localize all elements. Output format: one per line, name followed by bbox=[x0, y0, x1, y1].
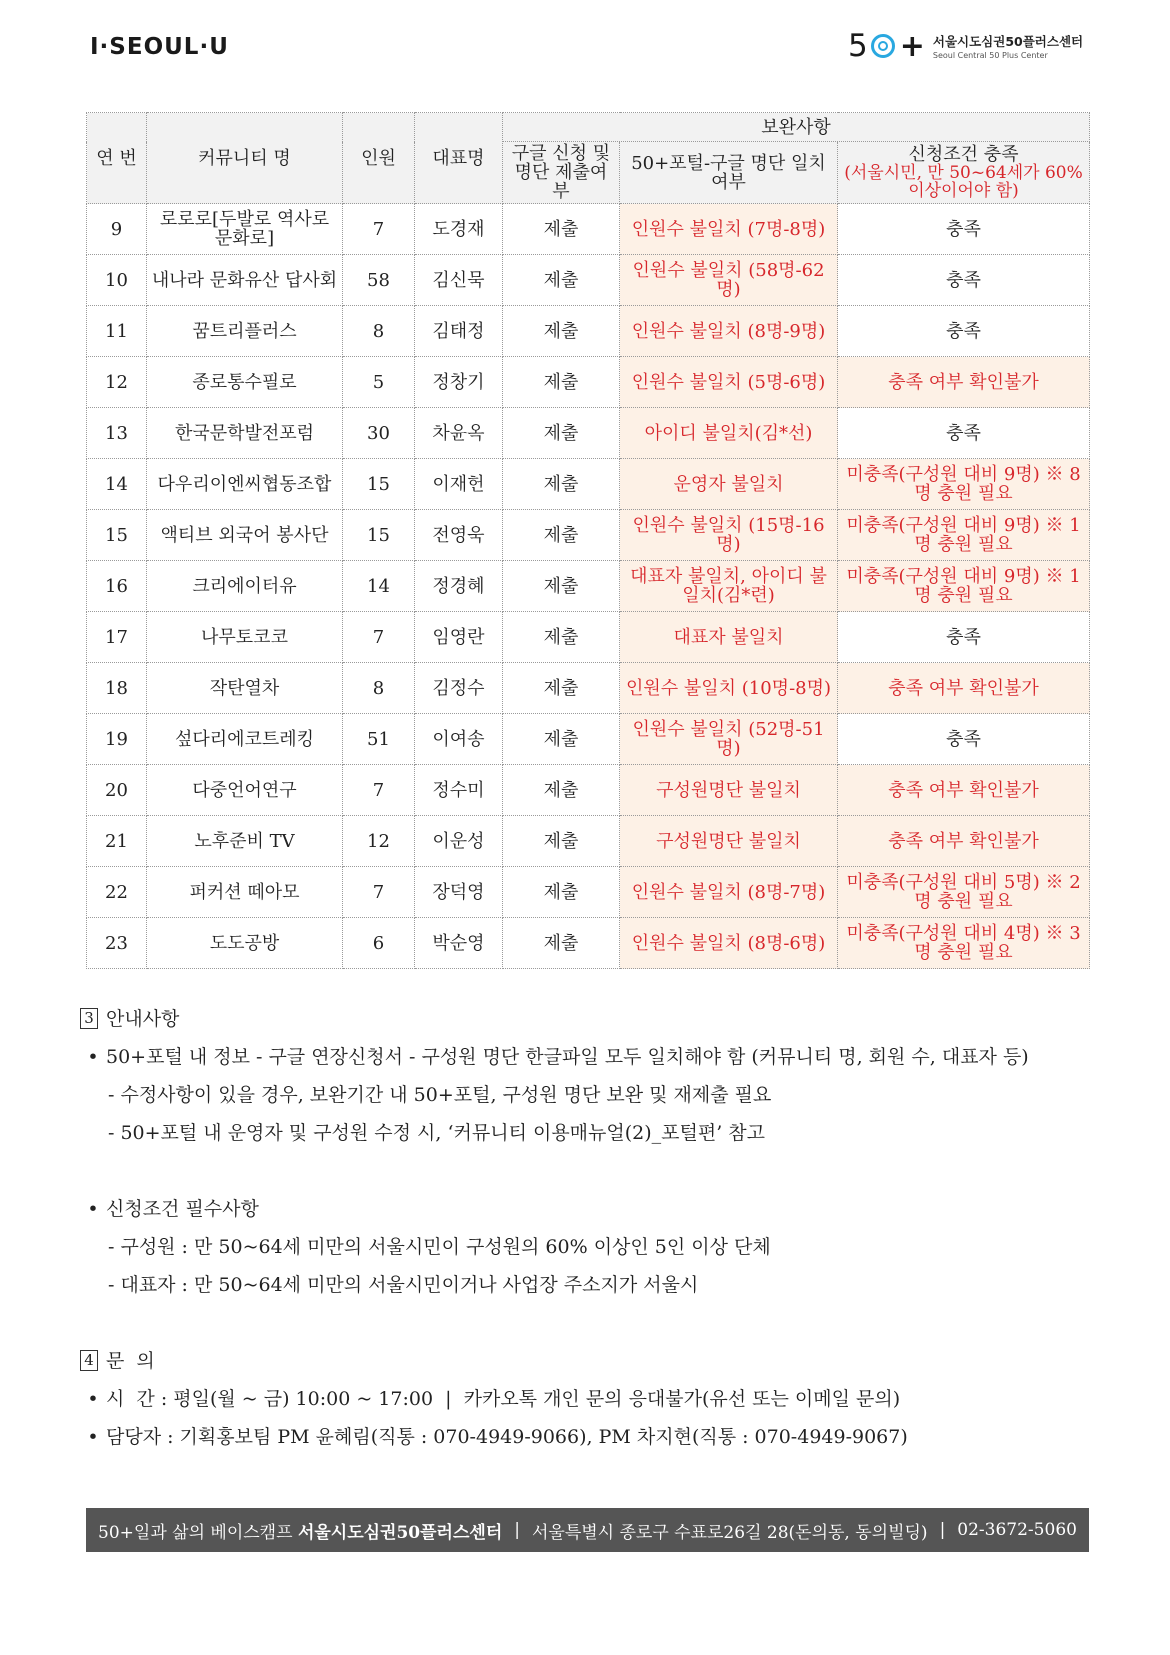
section4-title-text: 문 의 bbox=[106, 1350, 155, 1372]
cell-submit: 제출 bbox=[503, 816, 620, 867]
table-row bbox=[87, 612, 1090, 663]
cell-match: 인원수 불일치 (8명-9명) bbox=[620, 306, 838, 357]
table-row bbox=[87, 357, 1090, 408]
cell-no: 19 bbox=[87, 714, 147, 765]
header-supplement: 보완사항 bbox=[503, 113, 1090, 142]
table-row bbox=[87, 561, 1090, 612]
footer-address: 서울특별시 종로구 수표로26길 28(돈의동, 동의빌딩) bbox=[531, 1522, 928, 1543]
footer-separator: | bbox=[514, 1520, 520, 1540]
footer-phone: 02-3672-5060 bbox=[957, 1520, 1077, 1540]
cell-no: 11 bbox=[87, 306, 147, 357]
cell-condition: 충족 bbox=[838, 408, 1090, 459]
center-name: 서울시도심권50플러스센터 bbox=[932, 34, 1084, 49]
table-row bbox=[87, 816, 1090, 867]
cell-condition: 미충족(구성원 대비 5명) ※ 2명 충원 필요 bbox=[838, 867, 1090, 918]
cell-condition: 충족 bbox=[838, 204, 1090, 255]
cell-community: 노후준비 TV bbox=[147, 816, 343, 867]
cell-community: 한국문학발전포럼 bbox=[147, 408, 343, 459]
cell-community: 로로로[두발로 역사로 문화로] bbox=[147, 204, 343, 255]
cell-no: 16 bbox=[87, 561, 147, 612]
cell-rep: 이운성 bbox=[415, 816, 503, 867]
cell-rep: 차윤옥 bbox=[415, 408, 503, 459]
cell-rep: 김신묵 bbox=[415, 255, 503, 306]
cell-community: 크리에이터유 bbox=[147, 561, 343, 612]
cell-community: 작탄열차 bbox=[147, 663, 343, 714]
cell-members: 12 bbox=[343, 816, 415, 867]
cell-condition: 충족 bbox=[838, 714, 1090, 765]
cell-members: 15 bbox=[343, 459, 415, 510]
bullet-icon: • bbox=[87, 1198, 99, 1220]
cell-members: 7 bbox=[343, 204, 415, 255]
cell-submit: 제출 bbox=[503, 306, 620, 357]
contact-person bbox=[80, 1418, 1090, 1456]
cell-community: 섶다리에코트레킹 bbox=[147, 714, 343, 765]
table-row bbox=[87, 714, 1090, 765]
note-sub-1: - 수정사항이 있을 경우, 보완기간 내 50+포털, 구성원 명단 보완 및 재제출 필요 bbox=[108, 1084, 772, 1106]
header-condition-title: 신청조건 충족 bbox=[908, 144, 1019, 165]
footer-bar bbox=[86, 1508, 1089, 1552]
cell-members: 7 bbox=[343, 765, 415, 816]
note-sub-4: - 대표자 : 만 50~64세 미만의 서울시민이거나 사업장 주소지가 서울시 bbox=[108, 1274, 699, 1296]
header-rep: 대표명 bbox=[415, 113, 503, 204]
cell-condition: 충족 bbox=[838, 255, 1090, 306]
table-row bbox=[87, 255, 1090, 306]
footer-center-name: 서울시도심권50플러스센터 bbox=[297, 1522, 503, 1543]
cell-condition: 충족 여부 확인불가 bbox=[838, 357, 1090, 408]
note-bullet-2 bbox=[80, 1190, 1090, 1228]
cell-submit: 제출 bbox=[503, 204, 620, 255]
cell-community: 꿈트리플러스 bbox=[147, 306, 343, 357]
note-text: 신청조건 필수사항 bbox=[106, 1198, 259, 1220]
table-row bbox=[87, 765, 1090, 816]
notes-section bbox=[80, 1000, 1090, 1456]
cell-condition: 충족 여부 확인불가 bbox=[838, 765, 1090, 816]
cell-no: 18 bbox=[87, 663, 147, 714]
contact-person-text: 담당자 : 기획홍보팀 PM 윤혜림(직통 : 070-4949-9066), PM 차지현(직통 : 070-4949-9067) bbox=[106, 1426, 908, 1448]
cell-condition: 미충족(구성원 대비 9명) ※ 1명 충원 필요 bbox=[838, 561, 1090, 612]
cell-condition: 미충족(구성원 대비 9명) ※ 8명 충원 필요 bbox=[838, 459, 1090, 510]
table-row bbox=[87, 510, 1090, 561]
cell-match: 아이디 불일치(김*선) bbox=[620, 408, 838, 459]
note-bullet-1 bbox=[80, 1038, 1090, 1076]
footer-slogan: 50+일과 삶의 베이스캠프 bbox=[98, 1522, 293, 1543]
cell-no: 10 bbox=[87, 255, 147, 306]
section4-number: 4 bbox=[80, 1350, 98, 1371]
table-row bbox=[87, 918, 1090, 969]
cell-match: 인원수 불일치 (7명-8명) bbox=[620, 204, 838, 255]
cell-no: 14 bbox=[87, 459, 147, 510]
cell-condition: 충족 bbox=[838, 306, 1090, 357]
cell-match: 대표자 불일치, 아이디 불일치(김*련) bbox=[620, 561, 838, 612]
cell-submit: 제출 bbox=[503, 510, 620, 561]
center-name-block bbox=[933, 32, 1083, 60]
cell-community: 나무토코코 bbox=[147, 612, 343, 663]
section3-title-text: 안내사항 bbox=[106, 1008, 180, 1030]
cell-members: 15 bbox=[343, 510, 415, 561]
header-community: 커뮤니티 명 bbox=[147, 113, 343, 204]
table-row bbox=[87, 204, 1090, 255]
section3-title bbox=[80, 1000, 1090, 1038]
contact-time-text: 시 간 : 평일(월 ~ 금) 10:00 ~ 17:00 | 카카오톡 개인 문의 응대불가(유선 또는 이메일 문의) bbox=[106, 1388, 901, 1410]
note-sub-3: - 구성원 : 만 50~64세 미만의 서울시민이 구성원의 60% 이상인 5인 이상 단체 bbox=[108, 1236, 771, 1258]
cell-community: 액티브 외국어 봉사단 bbox=[147, 510, 343, 561]
section4-title bbox=[80, 1342, 1090, 1380]
seoul-logo: I·SEOUL·U bbox=[90, 34, 229, 60]
cell-match: 인원수 불일치 (8명-6명) bbox=[620, 918, 838, 969]
header-members: 인원 bbox=[343, 113, 415, 204]
cell-rep: 이재헌 bbox=[415, 459, 503, 510]
cell-rep: 도경재 bbox=[415, 204, 503, 255]
header-google-submit bbox=[503, 142, 620, 204]
cell-no: 17 bbox=[87, 612, 147, 663]
center-name-en: Seoul Central 50 Plus Center bbox=[932, 51, 1048, 60]
cell-members: 5 bbox=[343, 357, 415, 408]
cell-members: 58 bbox=[343, 255, 415, 306]
cell-members: 8 bbox=[343, 663, 415, 714]
cell-community: 종로통수필로 bbox=[147, 357, 343, 408]
table-row bbox=[87, 408, 1090, 459]
cell-match: 인원수 불일치 (58명-62명) bbox=[620, 255, 838, 306]
cell-match: 대표자 불일치 bbox=[620, 612, 838, 663]
cell-match: 인원수 불일치 (5명-6명) bbox=[620, 357, 838, 408]
cell-members: 6 bbox=[343, 918, 415, 969]
cell-community: 퍼커션 떼아모 bbox=[147, 867, 343, 918]
bullet-icon: • bbox=[87, 1046, 99, 1068]
cell-submit: 제출 bbox=[503, 408, 620, 459]
cell-community: 도도공방 bbox=[147, 918, 343, 969]
cell-rep: 장덕영 bbox=[415, 867, 503, 918]
header-google-submit-text: 구글 신청 및 명단 제출여부 bbox=[511, 143, 611, 202]
cell-no: 22 bbox=[87, 867, 147, 918]
table-row bbox=[87, 459, 1090, 510]
cell-match: 인원수 불일치 (8명-7명) bbox=[620, 867, 838, 918]
bullet-icon: • bbox=[87, 1388, 99, 1410]
cell-no: 13 bbox=[87, 408, 147, 459]
contact-time bbox=[80, 1380, 1090, 1418]
cell-submit: 제출 bbox=[503, 357, 620, 408]
cell-submit: 제출 bbox=[503, 459, 620, 510]
footer-separator: | bbox=[939, 1520, 946, 1540]
cell-no: 20 bbox=[87, 765, 147, 816]
cell-community: 다중언어연구 bbox=[147, 765, 343, 816]
cell-submit: 제출 bbox=[503, 663, 620, 714]
cell-submit: 제출 bbox=[503, 714, 620, 765]
section3-number: 3 bbox=[80, 1008, 98, 1029]
cell-condition: 미충족(구성원 대비 4명) ※ 3명 충원 필요 bbox=[838, 918, 1090, 969]
cell-rep: 정수미 bbox=[415, 765, 503, 816]
bullet-icon: • bbox=[87, 1426, 99, 1448]
logo-5: 5 bbox=[848, 28, 868, 64]
cell-rep: 이여송 bbox=[415, 714, 503, 765]
header-portal-match-text: 50+포털-구글 명단 일치여부 bbox=[631, 152, 826, 193]
cell-condition: 미충족(구성원 대비 9명) ※ 1명 충원 필요 bbox=[838, 510, 1090, 561]
cell-submit: 제출 bbox=[503, 255, 620, 306]
table-row bbox=[87, 306, 1090, 357]
cell-condition: 충족 bbox=[838, 612, 1090, 663]
note-text: 50+포털 내 정보 - 구글 연장신청서 - 구성원 명단 한글파일 모두 일치해야 함 (커뮤니티 명, 회원 수, 대표자 등) bbox=[106, 1046, 1029, 1068]
logo-circle-icon bbox=[871, 34, 895, 58]
cell-members: 7 bbox=[343, 867, 415, 918]
cell-condition: 충족 여부 확인불가 bbox=[838, 663, 1090, 714]
cell-match: 인원수 불일치 (52명-51명) bbox=[620, 714, 838, 765]
cell-submit: 제출 bbox=[503, 561, 620, 612]
cell-rep: 김태정 bbox=[415, 306, 503, 357]
cell-submit: 제출 bbox=[503, 918, 620, 969]
cell-rep: 박순영 bbox=[415, 918, 503, 969]
cell-community: 다우리이엔씨협동조합 bbox=[147, 459, 343, 510]
cell-rep: 정경혜 bbox=[415, 561, 503, 612]
table-row bbox=[87, 663, 1090, 714]
cell-submit: 제출 bbox=[503, 867, 620, 918]
cell-no: 15 bbox=[87, 510, 147, 561]
cell-rep: 전영욱 bbox=[415, 510, 503, 561]
center-logo bbox=[848, 28, 1083, 64]
header-condition-note: (서울시민, 만 50~64세가 60% 이상이어야 함) bbox=[844, 163, 1083, 201]
cell-condition: 충족 여부 확인불가 bbox=[838, 816, 1090, 867]
logo-plus: + bbox=[899, 28, 925, 64]
cell-rep: 임영란 bbox=[415, 612, 503, 663]
header-condition bbox=[838, 142, 1090, 204]
cell-no: 9 bbox=[87, 204, 147, 255]
cell-submit: 제출 bbox=[503, 765, 620, 816]
cell-members: 7 bbox=[343, 612, 415, 663]
logo-50plus bbox=[848, 28, 925, 64]
cell-members: 51 bbox=[343, 714, 415, 765]
cell-match: 구성원명단 불일치 bbox=[620, 816, 838, 867]
cell-members: 14 bbox=[343, 561, 415, 612]
note-sub-2: - 50+포털 내 운영자 및 구성원 수정 시, ‘커뮤니티 이용매뉴얼(2)_포털편’ 참고 bbox=[108, 1122, 766, 1144]
cell-members: 8 bbox=[343, 306, 415, 357]
cell-match: 인원수 불일치 (15명-16명) bbox=[620, 510, 838, 561]
cell-match: 구성원명단 불일치 bbox=[620, 765, 838, 816]
cell-submit: 제출 bbox=[503, 612, 620, 663]
cell-no: 12 bbox=[87, 357, 147, 408]
table-row bbox=[87, 867, 1090, 918]
cell-no: 21 bbox=[87, 816, 147, 867]
cell-community: 내나라 문화유산 답사회 bbox=[147, 255, 343, 306]
cell-no: 23 bbox=[87, 918, 147, 969]
header-no: 연 번 bbox=[87, 113, 147, 204]
cell-match: 인원수 불일치 (10명-8명) bbox=[620, 663, 838, 714]
cell-rep: 정창기 bbox=[415, 357, 503, 408]
cell-match: 운영자 불일치 bbox=[620, 459, 838, 510]
cell-rep: 김정수 bbox=[415, 663, 503, 714]
header-portal-match bbox=[620, 142, 838, 204]
cell-members: 30 bbox=[343, 408, 415, 459]
community-table bbox=[86, 112, 1090, 969]
